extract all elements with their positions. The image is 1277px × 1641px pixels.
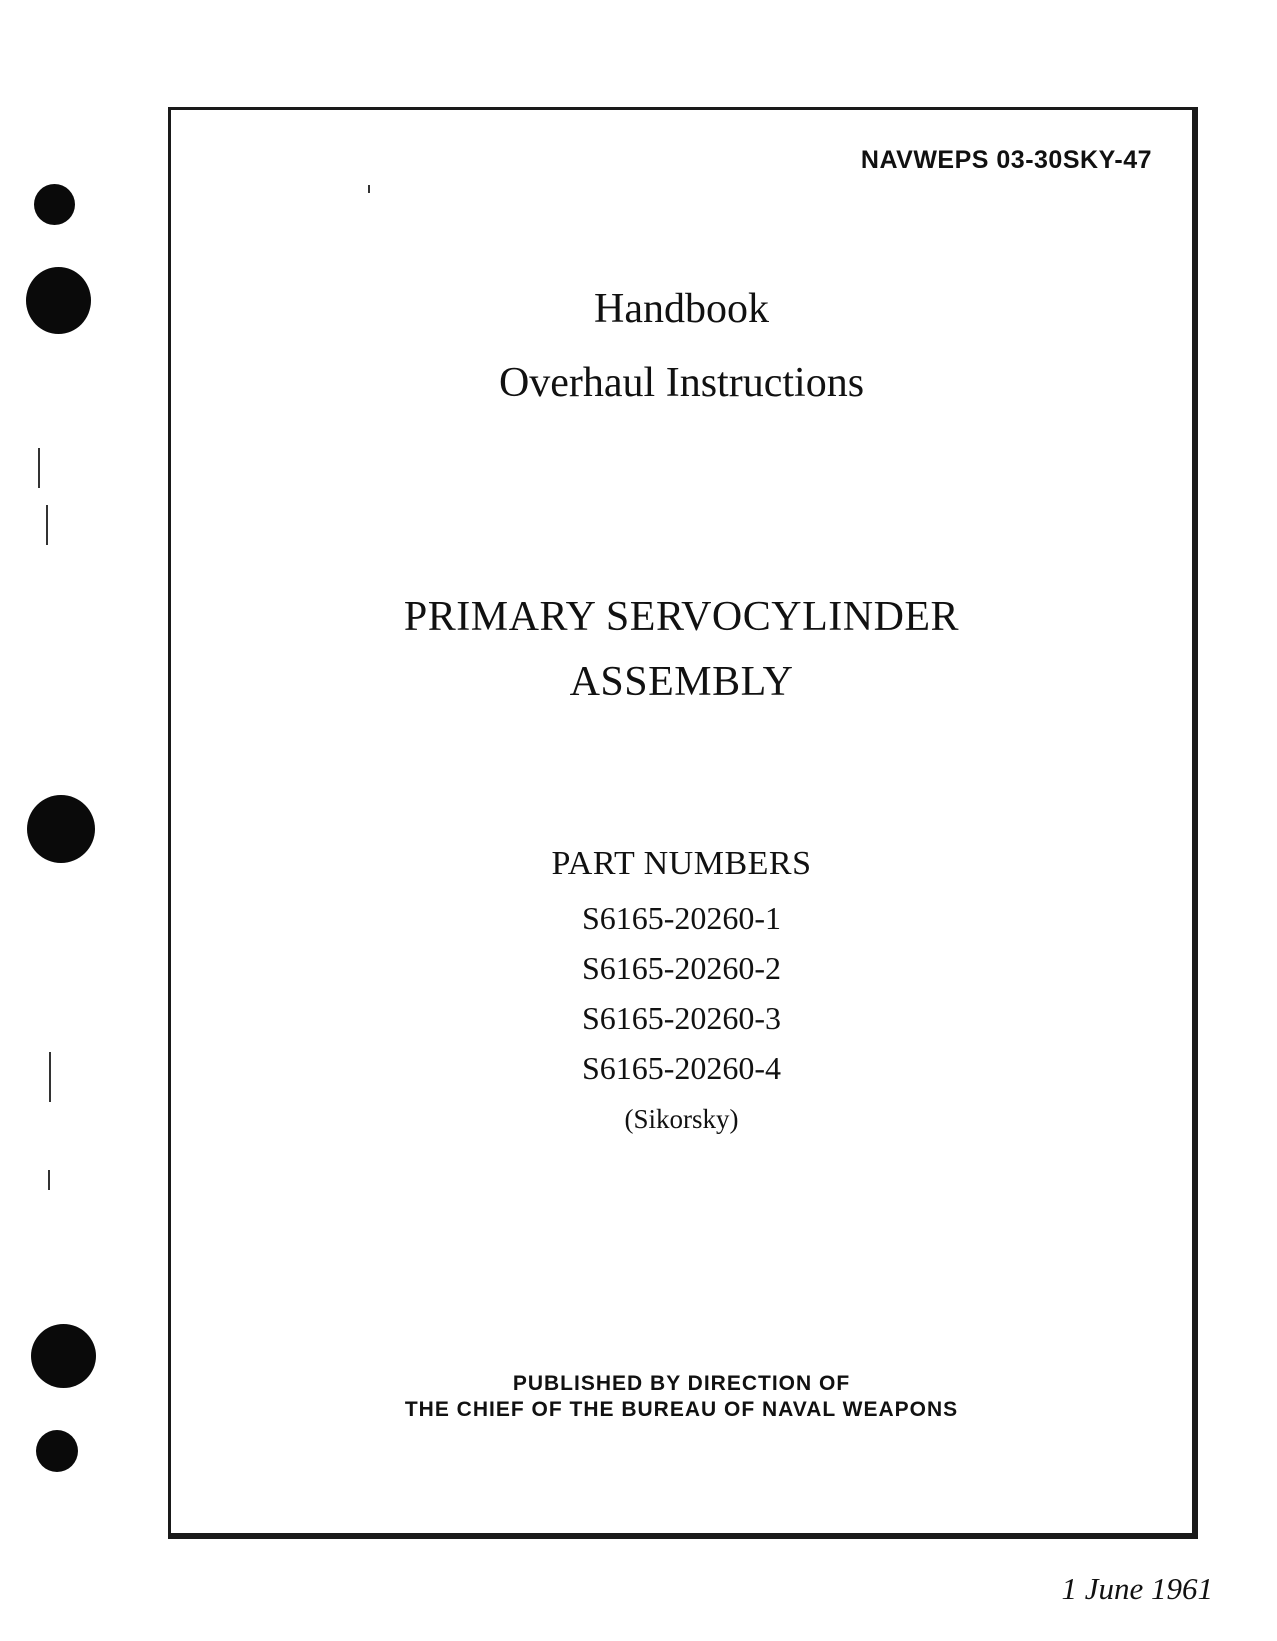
part-numbers-heading: PART NUMBERS [551, 845, 812, 882]
handbook-heading: Handbook [594, 286, 769, 332]
punch-hole [26, 267, 91, 334]
punch-hole [27, 795, 95, 863]
punch-hole [34, 184, 75, 225]
document-title-line-2: ASSEMBLY [569, 659, 794, 705]
publication-date: 1 June 1961 [1061, 1571, 1213, 1606]
document-number: NAVWEPS 03-30SKY-47 [860, 146, 1152, 174]
part-number: S6165-20260-1 [581, 900, 782, 936]
part-number: S6165-20260-4 [581, 1050, 782, 1086]
scan-mark [48, 1170, 50, 1190]
part-number: S6165-20260-3 [581, 1000, 782, 1036]
page-frame [168, 107, 1198, 1539]
publisher-line-2: THE CHIEF OF THE BUREAU OF NAVAL WEAPONS [404, 1398, 959, 1421]
publisher-line-1: PUBLISHED BY DIRECTION OF [512, 1372, 851, 1395]
document-title-line-1: PRIMARY SERVOCYLINDER [403, 594, 960, 640]
scan-mark [49, 1052, 51, 1102]
punch-hole [31, 1324, 96, 1388]
manufacturer: (Sikorsky) [624, 1104, 739, 1134]
part-number: S6165-20260-2 [581, 950, 782, 986]
overhaul-heading: Overhaul Instructions [498, 360, 865, 406]
scan-mark [38, 448, 40, 488]
scan-mark [46, 505, 48, 545]
punch-hole [36, 1430, 78, 1472]
